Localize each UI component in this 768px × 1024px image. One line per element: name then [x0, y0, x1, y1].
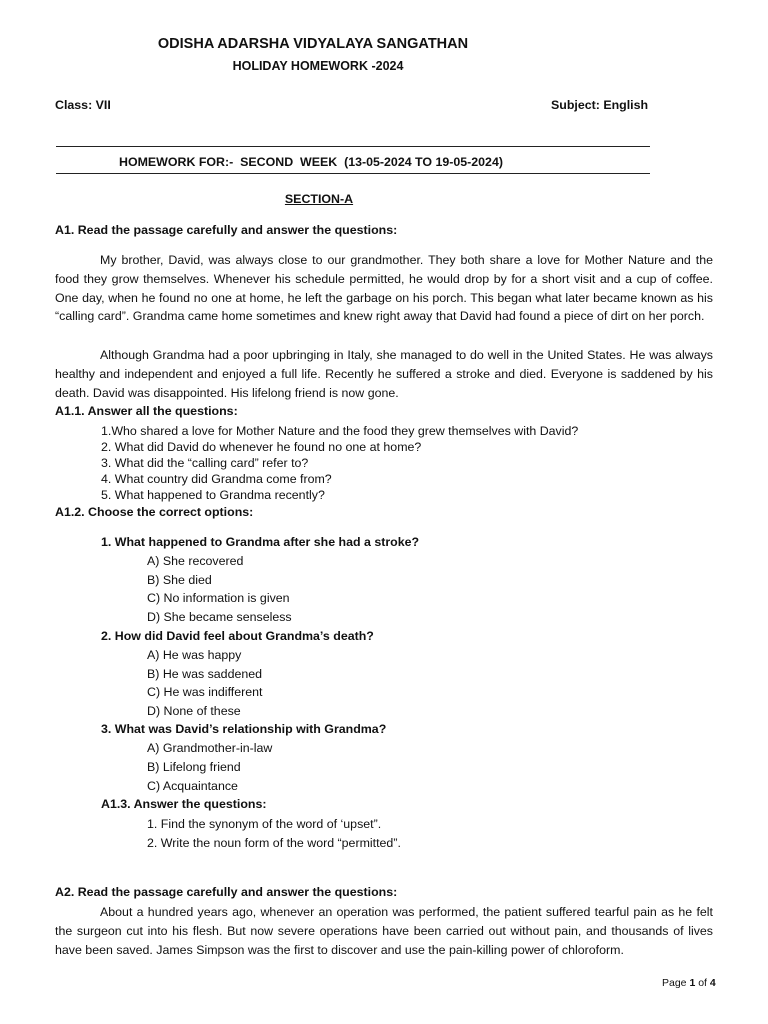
page-mid: of	[695, 977, 710, 989]
page-total: 4	[709, 977, 716, 989]
a11-question: 1.Who shared a love for Mother Nature and the food they grew themselves with David?	[101, 424, 579, 438]
subject-label: Subject: English	[551, 98, 649, 112]
a11-heading: A1.1. Answer all the questions:	[55, 404, 238, 418]
mcq-question: 1. What happened to Grandma after she had a stroke?	[101, 535, 420, 549]
class-label: Class: VII	[55, 98, 111, 112]
bottom-rule	[56, 173, 650, 174]
a11-question: 4. What country did Grandma come from?	[101, 472, 332, 486]
mcq-option: B) Lifelong friend	[147, 760, 241, 774]
a13-heading: A1.3. Answer the questions:	[101, 797, 267, 811]
page-current: 1	[689, 977, 696, 989]
mcq-option: D) None of these	[147, 704, 241, 718]
mcq-option: A) Grandmother-in-law	[147, 741, 273, 755]
a11-question: 5. What happened to Grandma recently?	[101, 488, 325, 502]
mcq-option: B) She died	[147, 573, 212, 587]
a1-passage-paragraph-1: My brother, David, was always close to our grandmother. They both share a love for Mother Nature and the food they grow themselves. Whenever his schedule permitted, he would drop by for a short visit and a cup of coffee. One day, when he found no one at home, he left the garbage on his porch. This began what later became known as his “calling card”. Grandma came home sometimes and knew right away that David had found a piece of dirt on her porch.	[55, 253, 713, 324]
mcq-option: C) No information is given	[147, 591, 290, 605]
a13-question: 1. Find the synonym of the word of ‘upset”.	[147, 817, 382, 831]
mcq-question: 2. How did David feel about Grandma’s death?	[101, 629, 374, 643]
a2-heading: A2. Read the passage carefully and answer the questions:	[55, 885, 398, 899]
a13-question: 2. Write the noun form of the word “permitted”.	[147, 836, 401, 850]
a11-question: 3. What did the “calling card” refer to?	[101, 456, 309, 470]
a1-passage-paragraph-2: Although Grandma had a poor upbringing in Italy, she managed to do well in the United States. He was always healthy and independent and enjoyed a full life. Recently he suffered a stroke and died. Everyone is saddened by his death. David was disappointed. His lifelong friend is now gone.	[55, 348, 713, 400]
homework-subtitle: HOLIDAY HOMEWORK -2024	[232, 59, 404, 73]
a2-passage: About a hundred years ago, whenever an operation was performed, the patient suffered tearful pain as he felt the surgeon cut into his flesh. But now severe operations have been carried out without pain, and thousands of lives have been saved. James Simpson was the first to discover and use the pain-killing power of chloroform.	[55, 905, 713, 957]
a1-heading: A1. Read the passage carefully and answer the questions:	[55, 223, 398, 237]
page-number	[662, 977, 716, 989]
mcq-option: D) She became senseless	[147, 610, 292, 624]
mcq-option: B) He was saddened	[147, 667, 263, 681]
mcq-option: C) He was indifferent	[147, 685, 263, 699]
mcq-option: A) He was happy	[147, 648, 242, 662]
school-title: ODISHA ADARSHA VIDYALAYA SANGATHAN	[157, 36, 469, 52]
mcq-question: 3. What was David’s relationship with Grandma?	[101, 722, 387, 736]
a11-question: 2. What did David do whenever he found no one at home?	[101, 440, 422, 454]
section-heading: SECTION-A	[284, 192, 354, 206]
page-prefix: Page	[662, 977, 690, 989]
a12-heading: A1.2. Choose the correct options:	[55, 505, 254, 519]
mcq-option: C) Acquaintance	[147, 779, 238, 793]
homework-week-line: HOMEWORK FOR:- SECOND WEEK (13-05-2024 TO 19-05-2024)	[119, 155, 503, 169]
mcq-option: A) She recovered	[147, 554, 244, 568]
top-rule	[56, 146, 650, 147]
